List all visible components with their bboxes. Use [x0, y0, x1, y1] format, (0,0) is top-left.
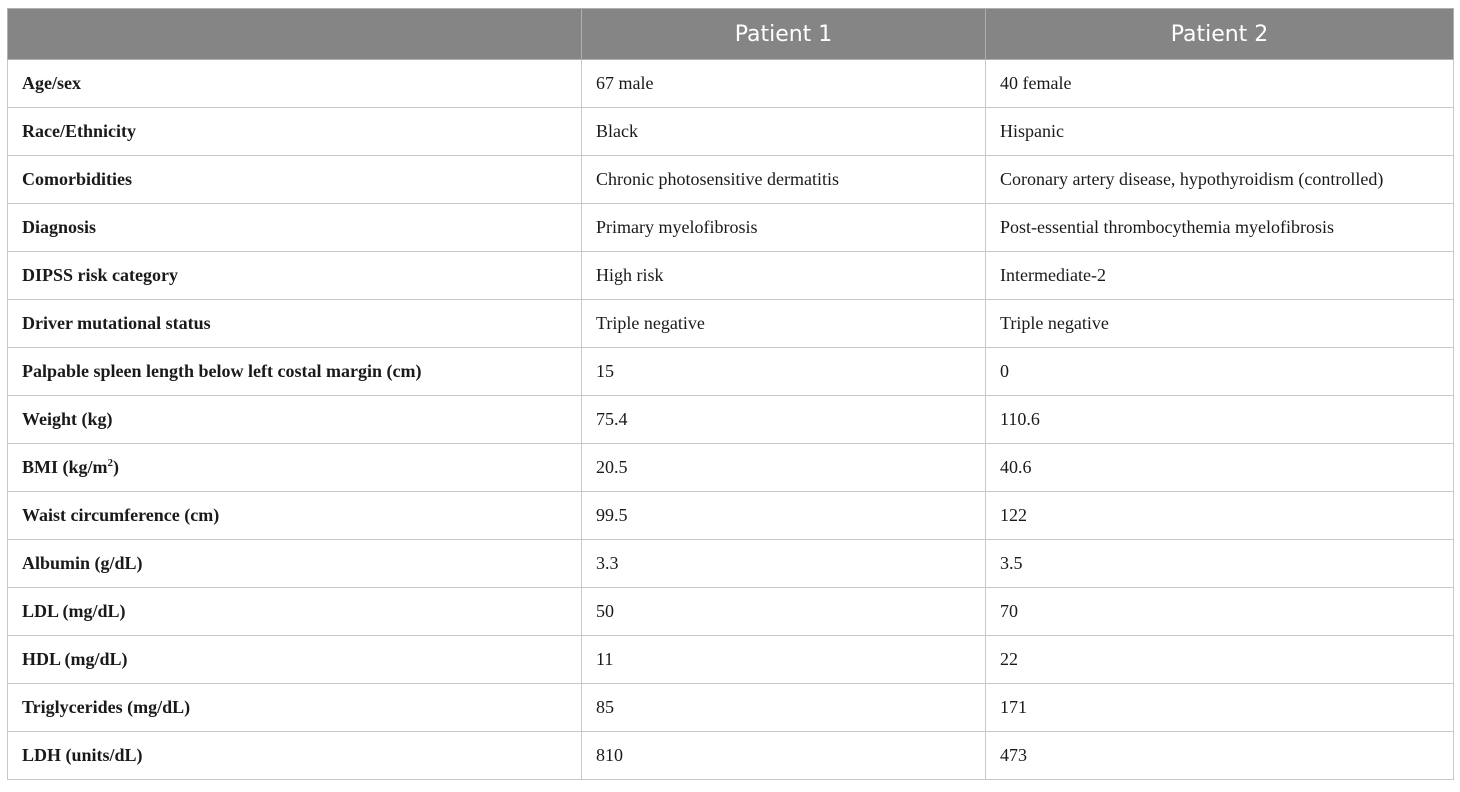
- patient-1-value: 810: [582, 732, 986, 780]
- patient-1-value: Triple negative: [582, 300, 986, 348]
- table-row: [8, 348, 1454, 396]
- table-row: [8, 156, 1454, 204]
- patient-2-value: 110.6: [986, 396, 1454, 444]
- table-row: [8, 636, 1454, 684]
- patient-2-value: 171: [986, 684, 1454, 732]
- row-label: Comorbidities: [8, 156, 582, 204]
- patient-2-value: 40.6: [986, 444, 1454, 492]
- row-label: Diagnosis: [8, 204, 582, 252]
- table-row: [8, 684, 1454, 732]
- patient-2-value: Intermediate-2: [986, 252, 1454, 300]
- patient-2-value: 122: [986, 492, 1454, 540]
- patient-2-value: Hispanic: [986, 108, 1454, 156]
- patient-1-value: 99.5: [582, 492, 986, 540]
- table-row: [8, 300, 1454, 348]
- bmi-label-text: BMI (kg/m: [22, 457, 108, 477]
- patient-2-value: 70: [986, 588, 1454, 636]
- row-label: Waist circumference (cm): [8, 492, 582, 540]
- table-row: [8, 540, 1454, 588]
- patient-2-value: 473: [986, 732, 1454, 780]
- header-patient-2: Patient 2: [986, 9, 1454, 60]
- table-container: [7, 8, 1453, 780]
- patient-1-value: 67 male: [582, 60, 986, 108]
- bmi-label-close: ): [113, 457, 119, 477]
- row-label: DIPSS risk category: [8, 252, 582, 300]
- table-row: [8, 732, 1454, 780]
- patient-1-value: High risk: [582, 252, 986, 300]
- row-label: LDL (mg/dL): [8, 588, 582, 636]
- patient-2-value: 40 female: [986, 60, 1454, 108]
- patient-2-value: 22: [986, 636, 1454, 684]
- patient-1-value: 85: [582, 684, 986, 732]
- patient-2-value: Coronary artery disease, hypothyroidism (controlled): [986, 156, 1454, 204]
- row-label: Palpable spleen length below left costal margin (cm): [8, 348, 582, 396]
- table-row: [8, 252, 1454, 300]
- table-row: [8, 492, 1454, 540]
- patient-1-value: 15: [582, 348, 986, 396]
- patient-2-value: Post-essential thrombocythemia myelofibrosis: [986, 204, 1454, 252]
- row-label: Triglycerides (mg/dL): [8, 684, 582, 732]
- header-patient-1: Patient 1: [582, 9, 986, 60]
- table-row: [8, 444, 1454, 492]
- row-label: [8, 444, 582, 492]
- row-label: Albumin (g/dL): [8, 540, 582, 588]
- patient-characteristics-table: [7, 8, 1454, 780]
- patient-2-value: 0: [986, 348, 1454, 396]
- bmi-label-superscript: 2: [107, 457, 113, 469]
- patient-1-value: Black: [582, 108, 986, 156]
- patient-1-value: Chronic photosensitive dermatitis: [582, 156, 986, 204]
- row-label: Age/sex: [8, 60, 582, 108]
- header-row: [8, 9, 1454, 60]
- row-label: LDH (units/dL): [8, 732, 582, 780]
- header-empty-cell: [8, 9, 582, 60]
- patient-1-value: 20.5: [582, 444, 986, 492]
- row-label: HDL (mg/dL): [8, 636, 582, 684]
- table-row: [8, 204, 1454, 252]
- row-label: Weight (kg): [8, 396, 582, 444]
- patient-1-value: Primary myelofibrosis: [582, 204, 986, 252]
- patient-1-value: 3.3: [582, 540, 986, 588]
- patient-1-value: 75.4: [582, 396, 986, 444]
- table-row: [8, 588, 1454, 636]
- table-row: [8, 108, 1454, 156]
- patient-1-value: 11: [582, 636, 986, 684]
- table-row: [8, 396, 1454, 444]
- row-label: Driver mutational status: [8, 300, 582, 348]
- patient-2-value: Triple negative: [986, 300, 1454, 348]
- table-row: [8, 60, 1454, 108]
- row-label: Race/Ethnicity: [8, 108, 582, 156]
- patient-1-value: 50: [582, 588, 986, 636]
- patient-2-value: 3.5: [986, 540, 1454, 588]
